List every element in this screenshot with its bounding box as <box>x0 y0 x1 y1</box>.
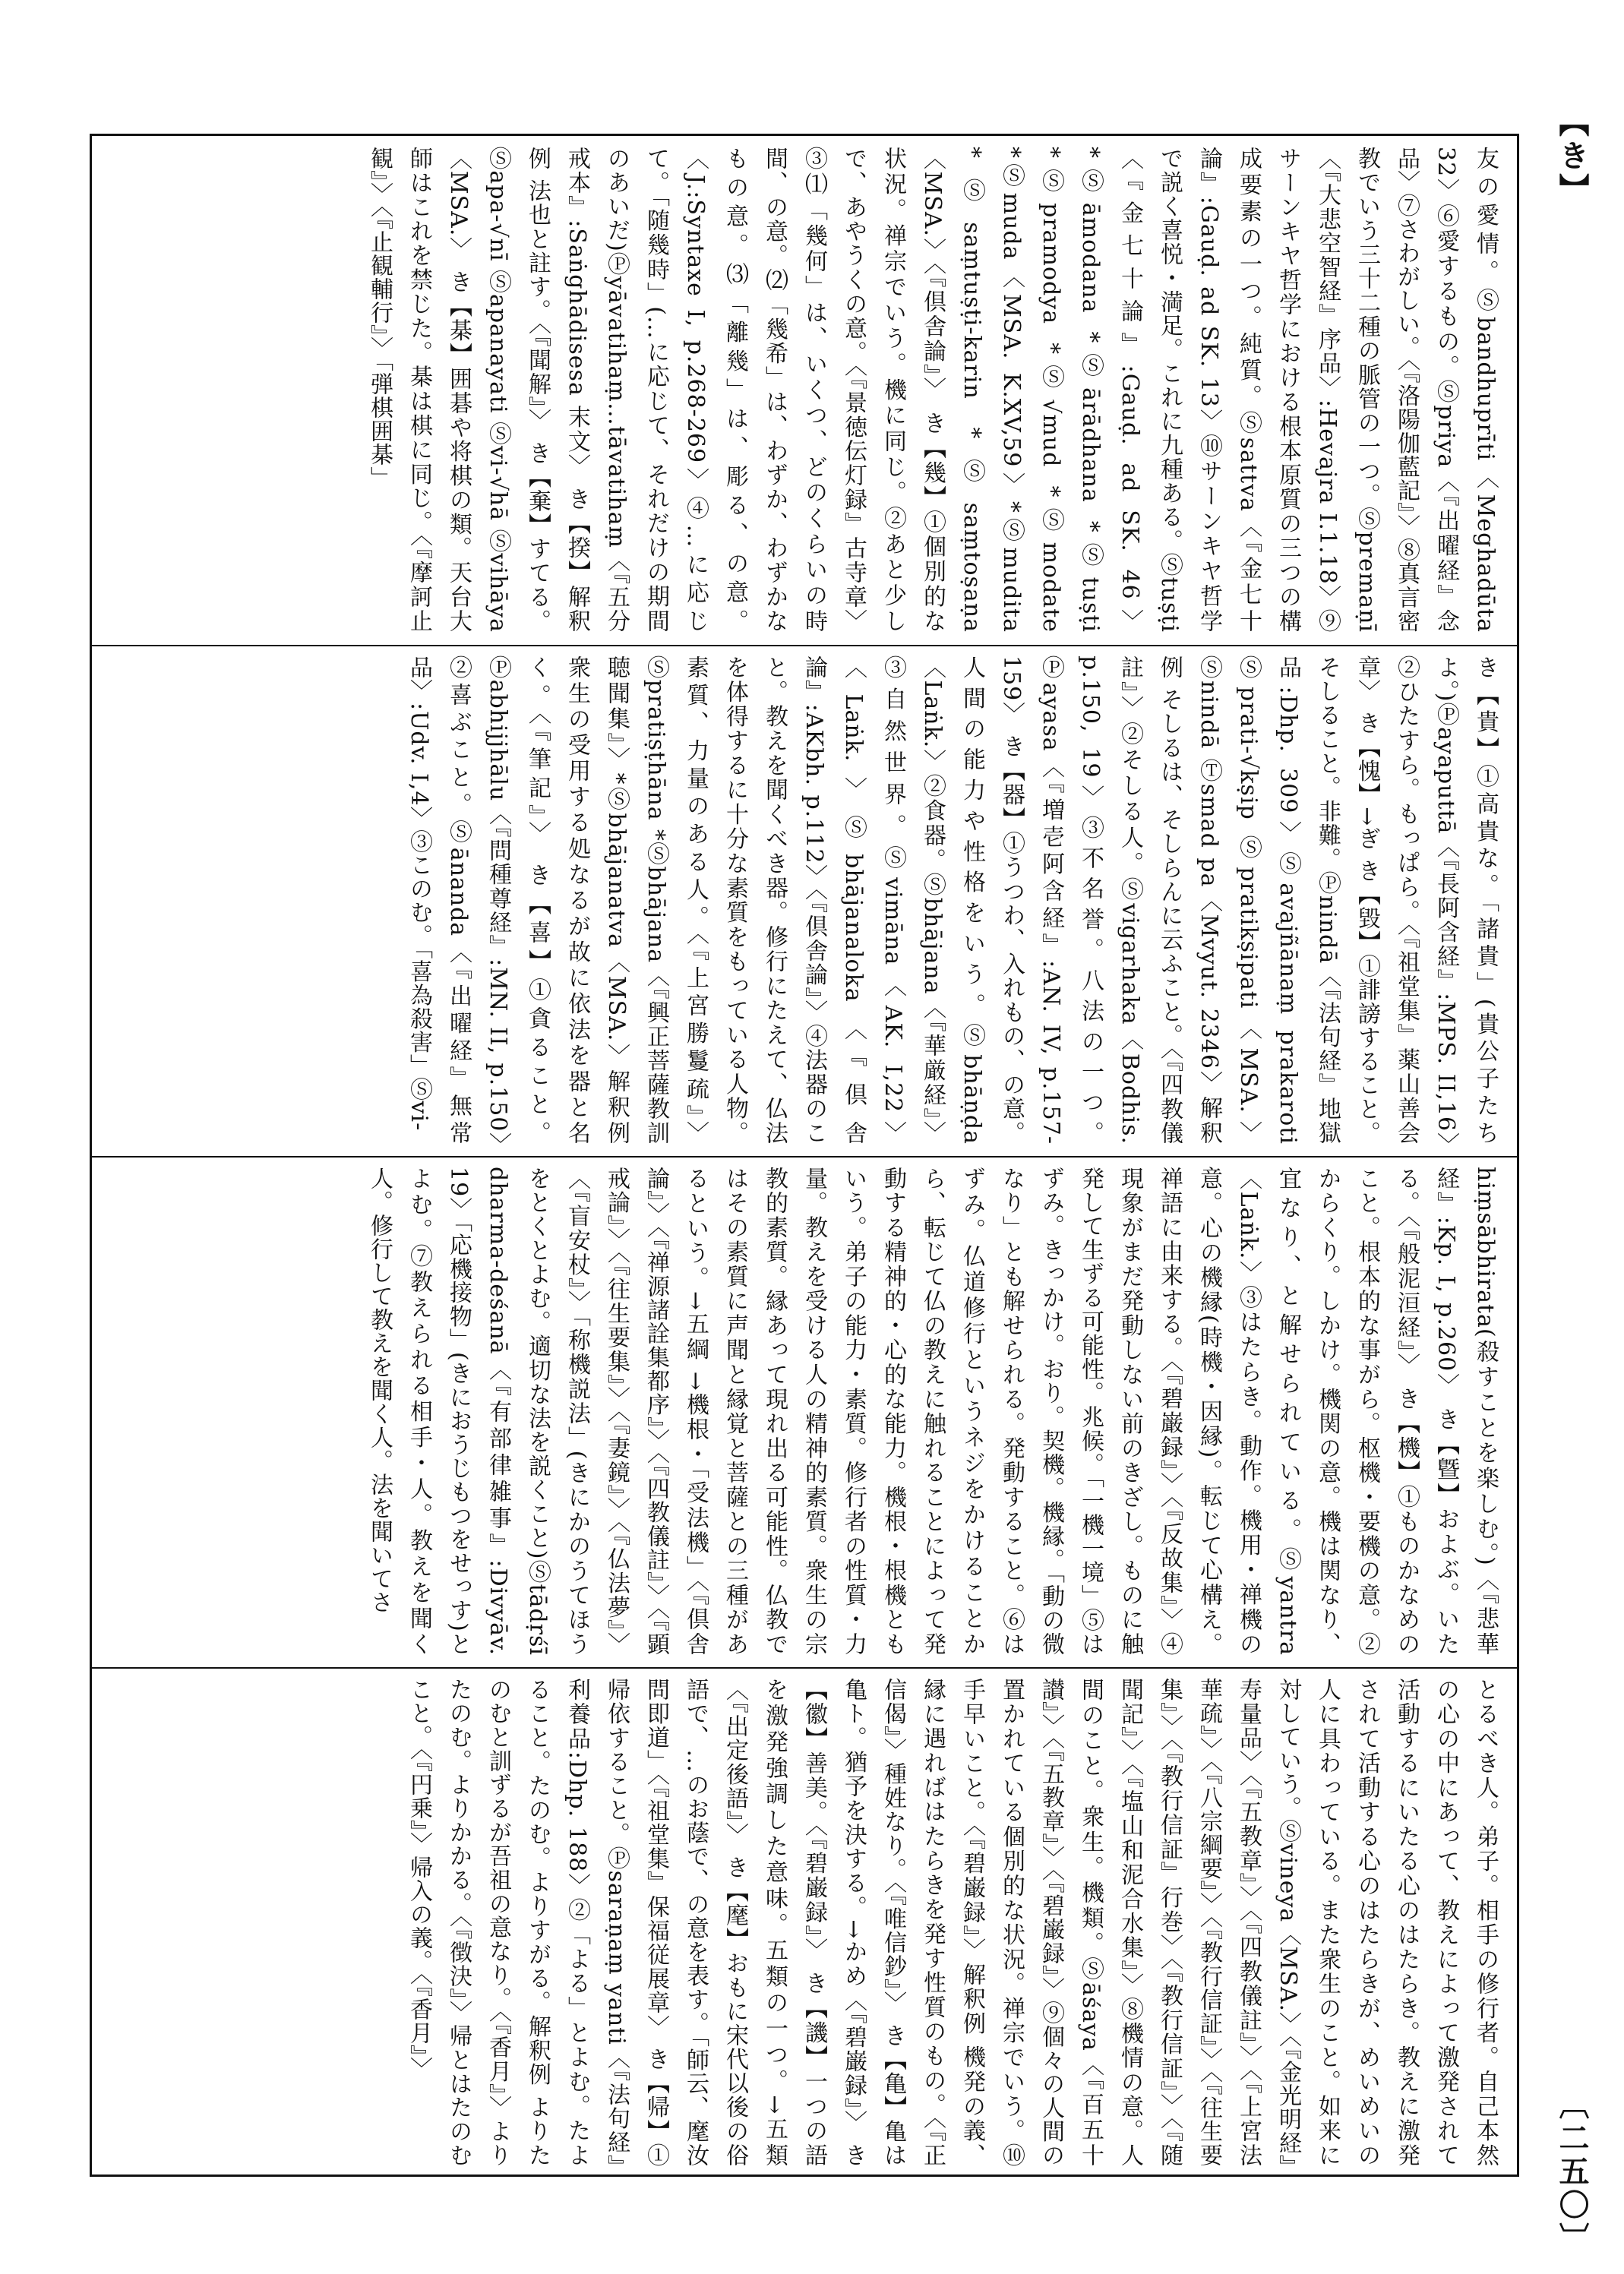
page-frame <box>90 134 1519 2177</box>
entry: き【機】①ものかなめのこと。根本的な事がら。枢機・要機の意。②からくり。しかけ。機関の意。機は関なり、宜なり、と解せられている。Ⓢyantra〈Laṅk.〉③はたらき。動作。機用・禅機の意。心の機縁(時機・因縁)。転じて心構え。禅語に由来する。〈『碧巌録』〉〈『反故集』〉④現象がまだ発動しない前のきざし。ものに触発して生ずる可能性。兆候。「一機一境」⑤はずみ。きっかけ。おり。契機。機縁。「動の微なり」とも解せられる。発動すること。⑥はずみ。仏道修行というネジをかけることから、転じて仏の教えに触れることによって発動する精神的・心的な能力。機根・根機ともいう。弟子の能力・素質。修行者の性質・力量。教えを受ける人の精神的素質。衆生の宗教的素質。縁あって現れ出る可能性。仏教ではその素質に声聞と縁覚と菩薩との三種があるという。→五綱 →機根・「受法機」〈『倶舎論』〉〈『禅源諸詮集都序』〉〈『四教儀註』〉〈『顕戒論』〉〈『往生要集』〉〈『妻鏡』〉〈『仏法夢』〉〈『盲安杖』〉「称機説法」(きにかのうてほうをとくとよむ。適切な法を説くこと)Ⓢtādṛśī dharma-deśanā〈『有部律雑事』:Divyāv. 19〉「応機接物」(きにおうじもつをせっす)とよむ。⑦教えられる相手・人。教えを聞く人。修行して教えを聞く人。法を聞いてさ <box>366 1167 1420 1656</box>
entry: 友の愛情。Ⓢbandhuprīti〈Meghadūta 32〉⑥愛するもの。Ⓢpriya〈『出曜経』念品〉⑦さわがしい。〈『洛陽伽藍記』〉⑧真言密教でいう三十二種の脈管の一つ。Ⓢpremaṇī〈『大悲空智経』序品〉:Hevajra I.1.18〉⑨サーンキヤ哲学における根本原質の三つの構成要素の一つ。純質。Ⓢsattva〈『金七十論』:Gauḍ. ad SK. 13〉⑩サーンキヤ哲学で説く喜悦・満足。これに九種ある。Ⓢtuṣṭi〈『金七十論』:Gauḍ. ad SK. 46〉*Ⓢāmodana *Ⓢārādhana *Ⓢtuṣṭi *Ⓢpramodya *Ⓢ√mud *Ⓢmodate *Ⓢmuda〈MSA. K.XV,59〉*Ⓢmudita *Ⓢsaṃtuṣṭi-karin *Ⓢsaṃtoṣaṇa〈MSA.〉〈『倶舎論』〉 <box>919 147 1499 633</box>
tier-1 <box>107 147 1505 633</box>
tier-divider <box>92 645 1517 646</box>
page-number: 〔二五〇〕 <box>1554 2089 1590 2256</box>
tier-2 <box>107 655 1505 1145</box>
entry: き【器】①うつわ、入れもの、の意。人間の能力や性格をいう。Ⓢbhāṇḍa〈Laṅk.〉②食器。Ⓢbhājana〈『華厳経』〉③自然世界。Ⓢvimāna〈AK. I,22〉〈Laṅk.〉Ⓢbhājanaloka〈『倶舎論』:AKbh. p.112〉〈『倶舎論』〉④法器のこと。教えを聞くべき器。修行にたえて、仏法を体得するに十分な素質をもっている人物。素質、力量のある人。〈『上宮勝鬘疏』〉Ⓢpratiṣṭhāna *Ⓢbhājana〈『興正菩薩教訓聴聞集』〉*Ⓢbhājanatva〈MSA.〉解釈例 衆生の受用する処なるが故に依法を器と名く。〈『筆記』〉 <box>524 655 1025 1145</box>
entry: き【棊】囲碁や将棋の類。天台大師はこれを禁じた。棊は棋に同じ。〈『摩訶止観』〉〈『止観輔行』〉「弾棋囲棊」 <box>366 147 472 633</box>
entry: き【喜】①貪ること。Ⓟabhijjhālu〈『問種尊経』:MN. II, p.150〉②喜ぶこと。Ⓢānanda〈『出曜経』無常品〉:Udv. I,4〉③このむ。「喜為殺害」Ⓢvi- <box>406 655 551 1145</box>
entry: き【譏】一つの語を激発強調した意味。五類の一つ。→五類〈『出定後語』〉 <box>722 1678 827 2167</box>
section-mark: 【き】 <box>1554 106 1590 207</box>
entry: とるべき人。弟子。相手の修行者。自己本然の心の中にあって、教えによって激発されて活動するにいたる心のはたらき。教えに激発されて活動する心のはたらきが、めいめいの人に具わっている。また衆生のこと。如来に対していう。Ⓢvineya〈MSA.〉〈『金光明経』寿量品〉〈『五教章』〉〈『四教儀註』〉〈『上宮法華疏』〉〈『八宗綱要』〉〈『教行信証』〉〈『往生要集』〉〈『教行信証』行巻〉〈『教行信証』〉〈『随聞記』〉〈『塩山和泥合水集』〉⑧機情の意。人間のこと。衆生。機類。Ⓢāśaya〈『百五十讃』〉〈『五教章』〉〈『碧巌録』〉⑨個々の人間の置かれている個別的な状況。禅宗でいう。⑩手早いこと。〈『碧巌録』〉解釈例 機発の義、縁に遇ればはたらきを発す性質のもの。〈『正信偈』〉種姓なり。〈『唯信鈔』〉 <box>880 1678 1499 2167</box>
entry: き【曁】およぶ。いたる。〈『般泥洹経』〉 <box>1393 1167 1459 1656</box>
entry: き【貴】①高貴な。「諸貴」(貴公子たちよ。)Ⓟayaputtā〈『長阿含経』:MPS. II,16〉②ひたすら。もっぱら。〈『祖堂集』薬山善会章〉 <box>1354 655 1499 1145</box>
tier-3 <box>107 1167 1505 1656</box>
entry: き【帰】①帰依すること。Ⓟsaraṇaṃ yanti〈『法句経』利養品:Dhp. 188〉②「よる」とよむ。たよること。たのむ。よりすがる。解釈例 よりたのむと訓ずるが吾祖の意なり。〈『香月』〉よりたのむ。よりかかる。〈『徴決』〉帰とはたのむこと。〈『円乗』〉帰入の義。〈『香月』〉 <box>406 1678 669 2167</box>
entry: き【愧】→ぎ <box>1354 711 1380 851</box>
entry: き【亀】亀は亀ト。猶予を決する。→かめ〈『碧巌録』〉 <box>840 1678 906 2167</box>
entry: き【毀】①誹謗すること。そしること。非難。Ⓟnindā〈『法句経』地獄品:Dhp. 309〉Ⓢavajñānaṃ prakaroti Ⓢprati-√kṣip Ⓢpratikṣipati〈MSA.〉Ⓢnindā Ⓣsmad pa〈Mvyut. 2346〉解釈例 そしるは、そしらんに云ふこと。〈『四教儀註』〉②そしる人。Ⓢvigarhaka〈Bodhis. p.150, 19〉③不名誉。八法の一つ。Ⓟayasa〈『増壱阿含経』:AN. IV, p.157-159〉 <box>998 655 1380 1145</box>
tier-divider <box>92 1156 1517 1158</box>
entry: き【棄】すてる。Ⓢapa-√nī Ⓢapanayati Ⓢvi-√hā Ⓢvihāya〈MSA.〉 <box>445 147 551 633</box>
entry: き【幾】①個別的な状況。禅宗でいう。機に同じ。②あと少しで、あやうくの意。〈『景徳伝灯録』古寺章〉③⑴「幾何」は、いくつ、どのくらいの時間、の意。⑵「幾希」は、わずか、わずかなもの意。⑶「離幾」は、彫る、の意。〈J.:Syntaxe I, p.268-269〉④…に応じて。「随幾時」(…に応じて、それだけの期間のあいだ)Ⓟyāvatihaṃ…tāvatihaṃ〈『五分戒本』:Saṅghādisesa 末文〉 <box>564 147 946 633</box>
tier-4 <box>107 1678 1505 2167</box>
entry: き【揆】解釈例 法也と註す。〈『聞解』〉 <box>524 147 590 633</box>
tier-divider <box>92 1667 1517 1669</box>
entry: き【麾】おもに宋代以後の俗語で、…のお蔭で、の意を表す。「師云、麾汝問即道」〈『祖堂集』保福従展章〉 <box>643 1678 748 2167</box>
entry: き【徽】善美。〈『碧巌録』〉 <box>801 1678 867 2167</box>
entry: hiṃsābhirata(殺すことを楽しむ。)〈『悲華経』:Kp. I, p.260〉 <box>1433 1167 1499 1656</box>
